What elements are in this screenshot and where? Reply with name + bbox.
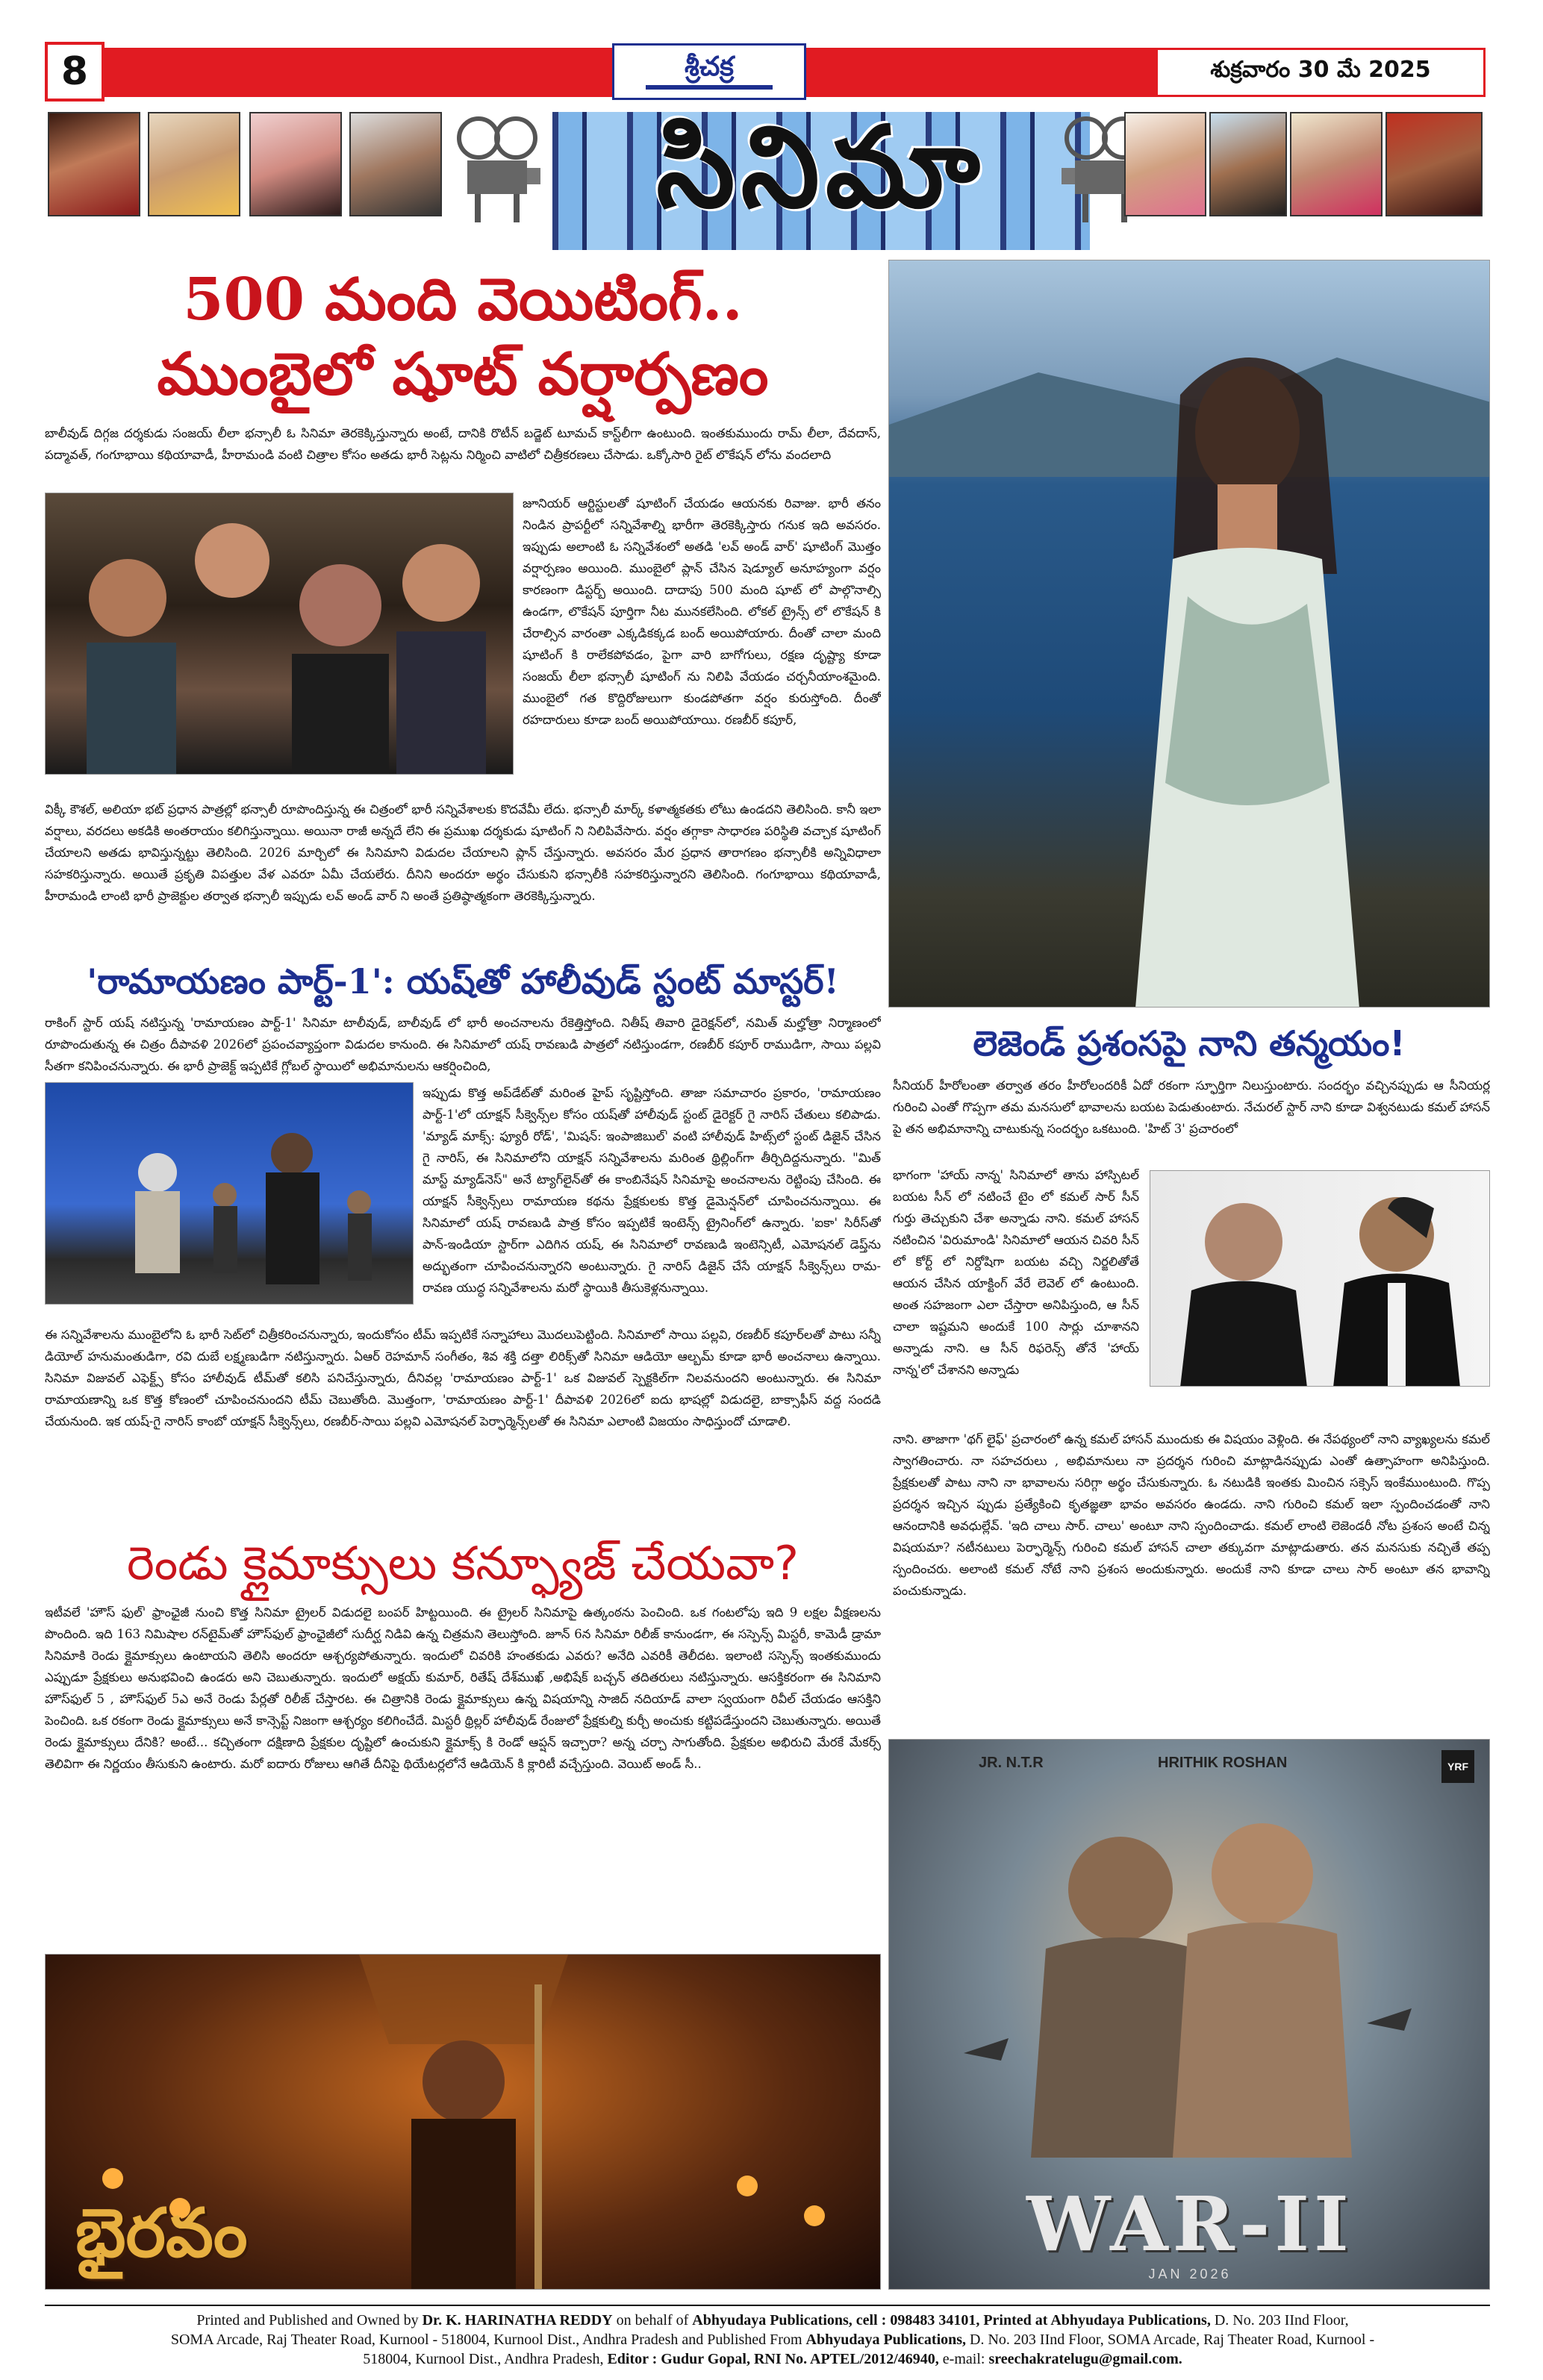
actress-photo xyxy=(888,260,1490,1008)
page-number: 8 xyxy=(45,42,105,101)
article1-photo xyxy=(45,493,514,775)
actor-photo-2 xyxy=(148,112,240,216)
article1-headline-line1: 500 మంది వెయిటింగ్.. xyxy=(183,266,743,334)
actor-photo-6 xyxy=(1209,112,1287,216)
section-banner xyxy=(552,101,1090,250)
email-link[interactable]: sreechakratelugu@gmail.com. xyxy=(988,2351,1182,2367)
article4-para1: సీనియర్ హీరోలంతా తర్వాత తరం హీరోలందరికీ ఏదో రకంగా స్ఫూర్తిగా నిలుస్తుంటారు. సందర్భం వచ్చినప్పుడు ఆ సీనియర్ల గురించి ఎంతో గొప్పగా తమ మనసులో భావాలను బయట పెడుతుంటారు. నేచురల్ స్టార్ నాని కూడా విశ్వనటుడు కమల్ హాసన్ పై తన అభిమానాన్ని చాటుకున్న సందర్భం ఒకటుంది. 'హిట్ 3' ప్రచారంలో xyxy=(893,1078,1490,1136)
actor-photo-7 xyxy=(1290,112,1383,216)
actor-photo-3 xyxy=(249,112,342,216)
imprint-line-2: SOMA Arcade, Raj Theater Road, Kurnool - 518004, Kurnool Dist., Andhra Pradesh and Published From Abhyudaya Publications, D. No. 203 IInd Floor, SOMA Arcade, Raj Theater Road, Kurnool - xyxy=(170,2331,1375,2348)
article4-photo xyxy=(1150,1170,1490,1387)
bhairavam-title: భైరవం xyxy=(75,2193,248,2273)
article1-para2: జూనియర్ ఆర్టిస్టులతో షూటింగ్ చేయడం ఆయనకు రివాజు. భారీ తనం నిండిన ప్రాపర్టీలో సన్నివేశాల్ని భారీగా తెరకెక్కిస్తారు గనుక ఇది అవసరం. ఇప్పుడు అలాంటి ఓ సన్నివేశంలో అతడి 'లవ్ అండ్ వార్' షూటింగ్ మొత్తం వర్షార్పణం అయింది. ముంబైలో ప్లాన్ చేసిన షెడ్యూల్ అనూహ్యంగా వర్షం కారణంగా డిస్టర్బ్ అయింది. దాదాపు 500 మంది షూట్ లో పాల్గొనాల్సి ఉండగా, లొకేషన్ పూర్తిగా నీట మునకలేసింది. లోకల్ ట్రైన్స్ లో లొకేషన్ కి చేరాల్సిన వారంతా ఎక్కడికక్కడ బంద్ అయిపోయారు. దీంతో చాలా మంది షూటింగ్ కి రాలేకపోవడం, పైగా వారి బాగోగులు, రక్షణ దృష్ట్యా కూడా సంజయ్ లీలా భన్సాలీ షూటింగ్ ను నిలిపి వేయడం చర్చనీయాంశమైంది. ముంబైలో గత కొద్దిరోజులుగా కుండపోతగా వర్షం కురుస్తోంది. దీంతో రహదారులు కూడా బంద్ అయిపోయాయి. రణబీర్ కపూర్, xyxy=(523,496,881,727)
bhairavam-poster xyxy=(45,1954,881,2290)
war2-title: WAR-II xyxy=(1026,2180,1353,2268)
editor-info: Editor : Gudur Gopal, RNI No. APTEL/2012/46940, xyxy=(607,2351,939,2367)
war2-studio-badge: YRF xyxy=(1441,1750,1474,1783)
article2-para2: ఇప్పుడు కొత్త అప్‌డేట్‌తో మరింత హైప్ సృష్టిస్తోంది. తాజా సమాచారం ప్రకారం, 'రామాయణం పార్ట్-1'లో యాక్షన్ సీక్వెన్స్‌ల కోసం యష్‌తో హాలీవుడ్ స్టంట్ డైరెక్టర్ గై నారిస్ చేతులు కలిపాడు. 'మ్యాడ్ మాక్స్: ఫ్యూరీ రోడ్', 'మిషన్: ఇంపాజిబుల్' వంటి హాలీవుడ్ హిట్స్‌లో స్టంట్ డిజైన్ చేసిన గై నారిస్, ఈ సినిమాలోని యాక్షన్ సన్నివేశాలను మరింత థ్రిల్లింగ్‌గా తీర్చిదిద్దనున్నారు. "మిత్ మాస్ట్ మ్యాడ్‌నెస్" అనే ట్యాగ్‌లైన్‌తో ఈ కాంబినేషన్ సినిమాపై అంచనాలను రెట్టింపు చేసింది. ఈ యాక్షన్ సీక్వెన్స్‌లు రామాయణ కథను ప్రేక్షకులకు కొత్త డైమెన్షన్‌లో చూపించనున్నాయి. ఈ సినిమాలో యష్ రావణుడి పాత్ర కోసం ఇప్పటికే ఇంటెన్స్ ట్రైనింగ్‌లో ఉన్నారు. 'ఐకా' సిరీస్‌తో పాన్-ఇండియా స్టార్‌గా ఎదిగిన యష్, ఈ సినిమాలో రావణుడి ఇంటెన్సిటీ, ఎమోషనల్ డెప్త్‌ను అద్భుతంగా చూపించనున్నారని అంటున్నారు. గై నారిస్ డిజైన్ చేసే యాక్షన్ సీక్వెన్స్‌లు రామ-రావణ యుద్ధ సన్నివేశాలను మరో స్థాయికి తీసుకెళ్లనున్నాయి. xyxy=(423,1086,881,1295)
owner-name: Dr. K. HARINATHA REDDY xyxy=(422,2312,613,2329)
publisher-name: Abhyudaya Publications xyxy=(692,2312,849,2329)
actor-photo-4 xyxy=(349,112,442,216)
article3-para1: ఇటీవలే 'హౌస్ ఫుల్' ఫ్రాంఛైజీ నుంచి కొత్త సినిమా ట్రైలర్ విడుదలై బంపర్ హిట్టయింది. ఈ ట్రైలర్ సినిమాపై ఉత్కంఠను పెంచింది. ఒక గంటలోపు ఇది 9 లక్షల వీక్షణలను పొందింది. ఇది 163 నిమిషాల రన్‌టైమ్‌తో హౌస్‌ఫుల్ ఫ్రాంఛైజీలో సుదీర్ఘ నిడివి ఉన్న చిత్రమని తెలుస్తోంది. జూన్ 6న సినిమా రిలీజ్ కానుండగా, ఈ సస్పెన్స్ మిస్టరీ, కామెడీ డ్రామా సినిమాకి రెండు క్లైమాక్సులు ఉంటాయని తెలిసి అందరూ ఆశ్చర్యపోతున్నారు. ఇందులో చివరికి హంతకుడు ఎవరు? అనేది ఎవరికీ తెలీదట. ఇలాంటి సస్పెన్స్ ఇంతకుముందు ఎప్పుడూ ప్రేక్షకులు అనుభవించి ఉండరు అని చెబుతున్నారు. ఇందులో అక్షయ్ కుమార్, రితేష్ దేశ్‌ముఖ్ ,అభిషేక్ బచ్చన్ తదితరులు నటిస్తున్నారు. ఆసక్తికరంగా ఈ సినిమాని హౌస్‌ఫుల్ 5 , హౌస్‌ఫుల్ 5ఎ అనే రెండు పేర్లతో రిలీజ్ చేస్తారట. ఈ చిత్రానికి రెండు క్లైమాక్సులు ఉన్న విషయాన్ని సాజిద్ నదియాడ్ వాలా స్వయంగా రివీల్ చేయడం ఆసక్తిని పెంచింది. ఒక రకంగా రెండు క్లైమాక్సులు అనే కాన్సెప్ట్ నిజంగా ఆశ్చర్యం కలిగించేదే. మిస్టరీ థ్రిల్లర్ హాలీవుడ్ రేంజులో ప్రేక్షకుల్ని కుర్చీ అంచుకు కట్టిపడేస్తుందని చెబుతున్నారు. అయితే రెండు క్లైమాక్సులు దేనికి? అంటే... కచ్చితంగా దక్షిణాది ప్రేక్షకుల దృష్టిలో ఉంచుకుని క్లైమాక్స్ కి రెండో ఆప్షన్ ఇచ్చారా? అన్న చర్చా సాగుతోంది. ప్రేక్షకుల అభిరుచి మేరకే మేకర్స్ తెలివిగా ఈ నిర్ణయం తీసుకుని ఉంటారు. మరో ఐదారు రోజులు ఆగితే దీనిపై థియేటర్లలోనే ఆడియెన్ కి క్లారిటీ వచ్చేస్తుంది. వెయిట్ అండ్ సీ.. xyxy=(45,1605,881,1771)
article4-para2: భాగంగా 'హాయ్ నాన్న' సినిమాలో తాను హాస్పిటల్ బయట సీన్ లో నటించే టైం లో కమల్ సార్ సీన్ గుర్తు తెచ్చుకుని చేశా అన్నాడు నాని. కమల్ హాసన్ నటించిన 'విరుమాండి' సినిమాలో ఆయన చివరి సీన్ లో కోర్ట్ లో నిర్దోషిగా బయట వచ్చి నిర్జలితోతే ఆయన చేసిన యాక్టింగ్ వేరే లెవెల్ లో ఉంటుంది. అంత సహజంగా ఎలా చేస్తారా అనిపిస్తుంది, ఆ సీన్ చాలా ఇష్టమని అందుకే 100 సార్లు చూశానని అన్నాడు నాని. ఆ సీన్ రిఫరెన్స్ తోనే 'హాయ్ నాన్న'లో చేశానని అన్నాడు xyxy=(893,1168,1139,1377)
imprint-line-3: 518004, Kurnool Dist., Andhra Pradesh, Editor : Gudur Gopal, RNI No. APTEL/2012/46940, e-mail: sreechakratelugu@gmail.com. xyxy=(363,2351,1182,2367)
masthead-logo xyxy=(612,43,806,100)
footer-rule xyxy=(45,2305,1490,2306)
article4-headline: లెజెండ్ ప్రశంసపై నాని తన్మయం! xyxy=(973,1023,1406,1063)
war2-actor-left: JR. N.T.R xyxy=(979,1755,1044,1771)
article2-photo xyxy=(45,1082,414,1305)
article4-para3: నాని. తాజాగా 'థగ్ లైఫ్' ప్రచారంలో ఉన్న కమల్ హాసన్ ముందుకు ఈ విషయం వెళ్లింది. ఈ నేపథ్యంలో నాని వ్యాఖ్యలను కమల్ స్వాగతించారు. నా సహచరులు , అభిమానులు నా ప్రదర్శన గురించి మాట్లాడినప్పుడు ఎంతో ఉత్సాహంగా అనిపిస్తుంది. ప్రేక్షకులతో పాటు నాని నా భావాలను సరిగ్గా అర్థం చేసుకున్నారు. ఓ నటుడికి ఇంతకు మించిన సక్సెస్ ఇంకేముంటుంది. గొప్ప ప్రదర్శన ఇచ్చిన ప్పుడు ప్రత్యేకించి కృతజ్ఞతా భావం అవసరం ఉండదు. నాని గురించి కమల్ ఇలా స్పందించడంతో నాని ఆనందానికి అవధుల్లేవ్. 'ఇది చాలు సార్. చాలు' అంటూ నాని స్పందించాడు. కమల్ లాంటి లెజెండరీ నోట ప్రశంస అంటే చిన్న విషయమా? నటీనటులు పెర్ఫార్మెన్స్ గురించి కమల్ హాసన్ చాలా తక్కువగా మాట్లాడుతారు. తన మనసుకు నచ్చితే తప్ప స్పందించరు. అలాంటి కమల్ నోటే నాని ప్రశంస అందుకున్నారు. అందుకే నాని కూడా చాలు సార్ అంటూ తన భావాన్ని పంచుకున్నాడు. xyxy=(893,1432,1490,1598)
article2-para3: ఈ సన్నివేశాలను ముంబైలోని ఓ భారీ సెట్‌లో చిత్రీకరించనున్నారు, ఇందుకోసం టీమ్ ఇప్పటికే సన్నాహాలు మొదలుపెట్టింది. సినిమాలో సాయి పల్లవి, రణబీర్ కపూర్‌లతో పాటు సన్నీ డియోల్ హనుమంతుడిగా, రవి దుబే లక్ష్మణుడిగా నటిస్తున్నారు. ఏఆర్ రెహమాన్ సంగీతం, శివ శక్తి దత్తా లిరిక్స్‌తో సినిమా ఆడియో ఆల్బమ్ కూడా భారీ అంచనాలు ఉన్నాయి. సినిమా విజువల్ ఎఫెక్ట్స్ కోసం హాలీవుడ్ టీమ్‌తో కలిసి పనిచేస్తున్నారు, దీనివల్ల 'రామాయణం పార్ట్-1' ఒక విజువల్ స్పెక్టకిల్‌గా నిలవనుందని అంటున్నారు. ఈ సినిమా రామాయణాన్ని ఒక కొత్త కోణంలో చూపించనుందని టీమ్ చెబుతోంది. మొత్తంగా, 'రామాయణం పార్ట్-1' దీపావళి 2026లో ఐదు భాషల్లో విడుదలై, బాక్సాఫీస్ వద్ద సందడి చేయనుంది. ఇక యష్-గై నారిస్ కాంబో యాక్షన్ సీక్వెన్స్‌లు, రణబీర్-సాయి పల్లవి ఎమోషనల్ పెర్ఫార్మెన్స్‌లతో ఈ సినిమా ఎలాంటి విజయం సాధిస్తుందో చూడాలి. xyxy=(45,1328,881,1428)
article3-headline: రెండు క్లైమాక్సులు కన్ఫ్యూజ్ చేయవా? xyxy=(126,1536,799,1590)
war2-release-date: JAN 2026 xyxy=(1148,2267,1232,2281)
masthead-underline xyxy=(646,85,773,90)
masthead-name: శ్రీచక్ర xyxy=(685,51,734,82)
war2-poster xyxy=(888,1739,1490,2290)
article2-para1: రాకింగ్ స్టార్ యష్ నటిస్తున్న 'రామాయణం పార్ట్-1' సినిమా టాలీవుడ్, బాలీవుడ్ లో భారీ అంచనాలను రేకెత్తిస్తోంది. నితీష్ తివారి డైరెక్షన్‌లో, నమిత్ మల్హోత్రా నిర్మాణంలో రూపొందుతున్న ఈ చిత్రం దీపావళి 2026లో ప్రపంచవ్యాప్తంగా విడుదల కానుంది. ఈ సినిమాలో యష్ రావణుడి పాత్రలో నటిస్తుండగా, రణబీర్ కపూర్ రాముడిగా, సాయి పల్లవి సీతగా కనిపించనున్నారు. ఈ భారీ ప్రాజెక్ట్ ఇప్పటికే గ్లోబల్ స్థాయిలో అభిమానులను ఆకర్షించింది, xyxy=(45,1016,881,1073)
section-title: సినిమా xyxy=(656,101,986,233)
imprint-line-1: Printed and Published and Owned by Dr. K. HARINATHA REDDY on behalf of Abhyudaya Publications, cell : 098483 34101, Printed at Abhyudaya Publications, D. No. 203 IInd Floor, xyxy=(196,2312,1349,2329)
article1-headline-line2: ముంబైలో షూట్ వర్షార్పణం xyxy=(157,340,769,408)
article2-headline: 'రామాయణం పార్ట్-1': యష్‌తో హాలీవుడ్ స్టంట్ మాస్టర్! xyxy=(87,961,839,1002)
film-projector-icon xyxy=(452,112,542,224)
article1-para3: విక్కీ కౌశల్, అలియా భట్ ప్రధాన పాత్రల్లో భన్సాలీ రూపొందిస్తున్న ఈ చిత్రంలో భారీ సన్నివేశాలకు కొదవేమీ లేదు. భన్సాలీ మార్క్ కళాత్మకతకు లోటు ఉండదని తెలిసింది. కానీ ఇలా వర్షాలు, వరదలు అకడికి అంతరాయం కలిగిస్తున్నాయి. అయినా రాజీ అన్నదే లేని ఈ ప్రముఖ దర్శకుడు షూటింగ్ ని నిలిపివేసారు. వర్షం తగ్గాకా సాధారణ పరిస్థితి వచ్చాక షూటింగ్ చేయాలని అతడు భావిస్తున్నట్టు తెలిసింది. 2026 మార్చిలో ఈ సినిమాని విడుదల చేయాలని ప్లాన్ చేస్తున్నారు. అవసరం మేర ప్రధాన తారాగణం భన్సాలీకి అన్నివిధాలా సహకరిస్తున్నారు. అయితే ప్రకృతి విపత్తుల వేళ ఎవరూ ఏమీ చేయలేరు. దీనిని అందరూ అర్థం చేసుకుని భన్సాలీకి సహకరిస్తున్నారని తెలిసింది. గంగూభాయి కథియావాడీ, హీరామండి లాంటి భారీ ప్రాజెక్టుల తర్వాత భన్సాలీ ఇప్పుడు లవ్ అండ్ వార్ ని అంతే ప్రతిష్ఠాత్మకంగా తెరకెక్కిస్తున్నారు. xyxy=(45,802,881,903)
actor-photo-5 xyxy=(1124,112,1206,216)
war2-actor-right: HRITHIK ROSHAN xyxy=(1158,1755,1288,1771)
article1-para1: బాలీవుడ్ దిగ్గజ దర్శకుడు సంజయ్ లీలా భన్సాలీ ఓ సినిమా తెరకెక్కిస్తున్నారు అంటే, దానికి రొటీన్ బడ్జెట్ టూమచ్ కాస్ట్‌లీగా ఉంటుంది. ఇంతకుముందు రామ్ లీలా, దేవదాస్, పద్మావత్, గంగూభాయి కథియావాడీ, హీరామండి వంటి చిత్రాల కోసం అతడు భారీ సెట్లను నిర్మించి వాటిలో చిత్రీకరణలు చేసాడు. ఒక్కోసారి రైట్ లొకేషన్ లోను వందలాది xyxy=(45,426,881,462)
issue-date: శుక్రవారం 30 మే 2025 xyxy=(1156,48,1486,97)
imprint-footer xyxy=(75,2311,1471,2369)
actor-photo-8 xyxy=(1385,112,1483,216)
actor-photo-1 xyxy=(48,112,140,216)
